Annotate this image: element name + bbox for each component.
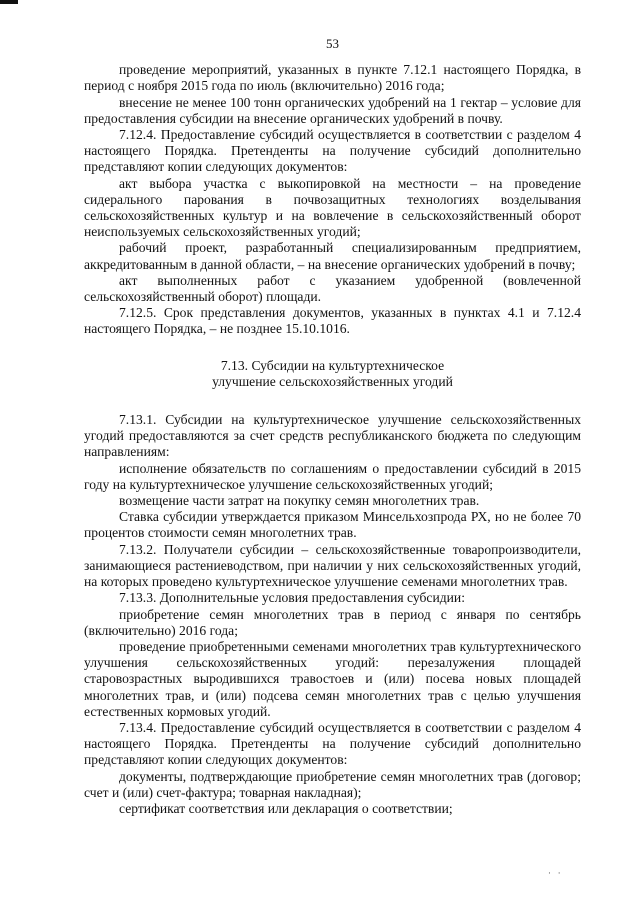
scan-artifact-dots: · · <box>548 869 563 879</box>
paragraph: рабочий проект, разработанный специализированным предприятием, аккредитованным в данной области, – на внесение органических удобрений в почву; <box>84 240 581 272</box>
section-heading-line: улучшение сельскохозяйственных угодий <box>212 373 453 389</box>
paragraph: 7.12.4. Предоставление субсидий осуществляется в соответствии с разделом 4 настоящего Порядка. Претенденты на получение субсидий дополнительно представляют копии следующих документов: <box>84 127 581 175</box>
paragraph: проведение приобретенными семенами многолетних трав культуртехнического улучшения сельскохозяйственных угодий: перезалужения площадей старовозрастных выродившихся травостоев и (или) посева новых площадей многолетних трав, и (или) подсева семян многолетних трав с целью улучшения естественных кормовых угодий. <box>84 638 581 719</box>
paragraph: проведение мероприятий, указанных в пункте 7.12.1 настоящего Порядка, в период с ноября 2015 года по июль (включительно) 2016 года; <box>84 62 581 94</box>
paragraph: внесение не менее 100 тонн органических удобрений на 1 гектар – условие для предоставления субсидии на внесение органических удобрений в почву. <box>84 94 581 126</box>
section-heading <box>84 358 581 390</box>
paragraph: акт выполненных работ с указанием удобренной (вовлеченной сельскохозяйственный оборот) площади. <box>84 272 581 305</box>
scan-corner-mark <box>0 0 18 4</box>
paragraph: 7.13.3. Дополнительные условия предоставления субсидии: <box>119 590 465 606</box>
paragraph: 7.12.5. Срок представления документов, указанных в пунктах 4.1 и 7.12.4 настоящего Порядка, – не позднее 15.10.1016. <box>84 305 581 337</box>
paragraph: сертификат соответствия или декларация о соответствии; <box>119 800 453 816</box>
paragraph: 7.13.2. Получатели субсидии – сельскохозяйственные товаропроизводители, занимающиеся растениеводством, при наличии у них сельскохозяйственных угодий, на которых проведено культуртехническое улучшение семенами многолетних трав. <box>84 541 581 590</box>
section-heading-line: 7.13. Субсидии на культуртехническое <box>220 357 445 373</box>
paragraph: 7.13.4. Предоставление субсидий осуществляется в соответствии с разделом 4 настоящего Порядка. Претенденты на получение субсидий дополнительно представляют копии следующих документов: <box>84 719 581 768</box>
document-page <box>84 36 581 817</box>
paragraph: акт выбора участка с выкопировкой на местности – на проведение сидерального парования в почвозащитных технологиях возделывания сельскохозяйственных культур и на вовлечение в сельскохозяйственный оборот неиспользуемых сельскохозяйственных угодий; <box>84 175 581 240</box>
paragraph: приобретение семян многолетних трав в период с января по сентябрь (включительно) 2016 года; <box>84 606 581 638</box>
paragraph: исполнение обязательств по соглашениям о предоставлении субсидий в 2015 году на культуртехническое улучшение сельскохозяйственных угодий; <box>84 460 581 492</box>
paragraph: Ставка субсидии утверждается приказом Минсельхозпрода РХ, но не более 70 процентов стоимости семян многолетних трав. <box>84 509 581 541</box>
paragraph: возмещение части затрат на покупку семян многолетних трав. <box>119 493 480 509</box>
page-number: 53 <box>326 36 339 51</box>
paragraph: документы, подтверждающие приобретение семян многолетних трав (договор; счет и (или) счет-фактура; товарная накладная); <box>84 768 581 800</box>
paragraph: 7.13.1. Субсидии на культуртехническое улучшение сельскохозяйственных угодий предоставляются за счет средств республиканского бюджета по следующим направлениям: <box>84 412 581 460</box>
